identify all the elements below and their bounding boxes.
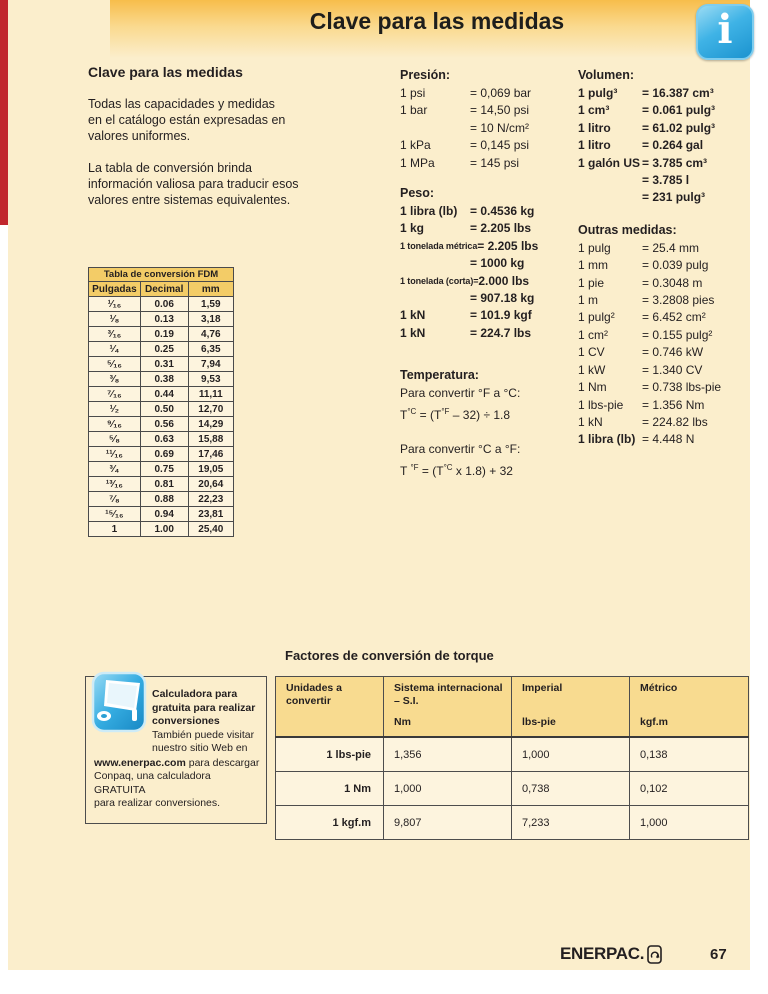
conversion-unit: 1 mm bbox=[578, 258, 608, 273]
conversion-row bbox=[400, 273, 578, 290]
conversion-unit: 1 tonelada (corta)= bbox=[400, 275, 479, 286]
table-cell: 1,59 bbox=[188, 297, 233, 312]
conversion-unit: 1 bar bbox=[400, 103, 428, 118]
table-cell: 17,46 bbox=[188, 447, 233, 462]
conversion-value: = 224.7 lbs bbox=[470, 325, 532, 340]
table-cell: 19,05 bbox=[188, 462, 233, 477]
conversion-value: = 1.356 Nm bbox=[642, 397, 705, 412]
conversion-value: = 1.340 CV bbox=[642, 362, 703, 377]
conversion-unit: 1 kPa bbox=[400, 138, 431, 153]
conversion-value: = 101.9 kgf bbox=[470, 308, 532, 323]
table-cell: 1.00 bbox=[140, 522, 188, 537]
table-cell: 0.19 bbox=[140, 327, 188, 342]
text-line: en el catálogo están expresadas en bbox=[88, 113, 286, 127]
calc-title-line: Calculadora para bbox=[152, 688, 238, 700]
section-heading: Peso: bbox=[400, 186, 435, 201]
table-cell: ¹⁄₈ bbox=[89, 312, 141, 327]
conversion-value: = 16.387 cm³ bbox=[642, 86, 714, 100]
calc-body-line: nuestro sitio Web en bbox=[152, 742, 248, 754]
table-cell: ¹⁄₁₆ bbox=[89, 297, 141, 312]
table-cell: 0,738 bbox=[512, 772, 630, 806]
table-cell: 25,40 bbox=[188, 522, 233, 537]
conversion-unit bbox=[400, 120, 470, 137]
table-cell: 0.94 bbox=[140, 507, 188, 522]
conversion-value: = 3.785 l bbox=[642, 173, 690, 188]
table-row bbox=[89, 522, 234, 537]
conversion-list bbox=[578, 85, 756, 207]
table-row bbox=[89, 342, 234, 357]
conversion-row bbox=[578, 155, 756, 172]
conversion-row bbox=[400, 85, 578, 102]
conversion-value: = 4.448 N bbox=[642, 432, 695, 447]
torque-conversion-table bbox=[275, 676, 749, 840]
text-line: valores entre sistemas equivalentes. bbox=[88, 193, 291, 207]
conversion-row bbox=[400, 203, 578, 220]
column-pressure-weight-temperature bbox=[400, 68, 578, 480]
conversion-value: = 0.061 pulg³ bbox=[642, 103, 716, 118]
conversion-row bbox=[578, 172, 756, 189]
table-cell: ¹⁵⁄₁₆ bbox=[89, 507, 141, 522]
conversion-unit bbox=[578, 172, 642, 189]
temperature-note: Para convertir °F a °C: bbox=[400, 386, 521, 401]
table-cell: 23,81 bbox=[188, 507, 233, 522]
conversion-row bbox=[578, 431, 756, 448]
conversion-row bbox=[578, 414, 756, 431]
calc-body-line: También puede visitar bbox=[152, 728, 255, 741]
fdm-title-row bbox=[89, 268, 234, 282]
conversion-value: = 2.205 lbs bbox=[470, 221, 532, 236]
table-row bbox=[89, 402, 234, 417]
section-heading: Outras medidas: bbox=[578, 222, 677, 237]
conversion-unit: 1 libra (lb) bbox=[578, 432, 636, 447]
table-cell: ¹³⁄₁₆ bbox=[89, 477, 141, 492]
table-cell: 0.56 bbox=[140, 417, 188, 432]
table-row bbox=[89, 372, 234, 387]
conversion-row bbox=[400, 325, 578, 342]
conversion-value: = 6.452 cm² bbox=[642, 310, 706, 325]
conversion-list bbox=[400, 85, 578, 172]
info-icon bbox=[696, 4, 754, 60]
conversion-unit: 1 m bbox=[578, 293, 599, 308]
conversion-row bbox=[400, 137, 578, 154]
table-cell: 0.63 bbox=[140, 432, 188, 447]
conversion-row bbox=[400, 120, 578, 137]
table-row bbox=[276, 737, 749, 772]
table-row bbox=[89, 387, 234, 402]
conversion-unit: 1 litro bbox=[578, 138, 611, 153]
column-volume-other bbox=[578, 68, 756, 449]
conversion-row bbox=[578, 362, 756, 379]
section-volumen bbox=[578, 68, 756, 207]
calculator-info-box bbox=[85, 676, 267, 824]
calc-title-line: gratuita para realizar bbox=[152, 701, 256, 714]
table-row bbox=[89, 297, 234, 312]
intro-heading: Clave para las medidas bbox=[88, 64, 243, 80]
conversion-row bbox=[400, 307, 578, 324]
column-header: Decimal bbox=[140, 282, 188, 297]
conversion-unit: 1 litro bbox=[578, 120, 611, 135]
enerpac-wordmark: ENERPAC. bbox=[560, 944, 645, 963]
torque-header-cell bbox=[630, 677, 749, 738]
conversion-value: = 0.3048 m bbox=[642, 275, 703, 290]
table-row bbox=[89, 492, 234, 507]
conversion-row bbox=[578, 327, 756, 344]
conversion-value: = 0.264 gal bbox=[642, 138, 704, 153]
column-header-title: Imperial bbox=[522, 682, 563, 694]
column-header-unit: kgf.m bbox=[640, 715, 669, 728]
table-row bbox=[89, 447, 234, 462]
column-header-unit: lbs-pie bbox=[522, 715, 556, 728]
table-cell: 0,138 bbox=[630, 737, 749, 772]
fdm-conversion-table bbox=[88, 267, 234, 537]
conversion-unit: 1 kW bbox=[578, 362, 606, 377]
text-line: valores uniformes. bbox=[88, 129, 191, 143]
conversion-value: = 3.785 cm³ bbox=[642, 155, 708, 170]
page-background bbox=[8, 0, 750, 970]
table-row bbox=[89, 462, 234, 477]
section-heading: Volumen: bbox=[578, 68, 635, 82]
conversion-row bbox=[400, 102, 578, 119]
conversion-row bbox=[578, 379, 756, 396]
conversion-list bbox=[400, 203, 578, 342]
info-icon-glyph: i bbox=[717, 5, 733, 53]
conversion-row bbox=[400, 155, 578, 172]
conversion-value: = 61.02 pulg³ bbox=[642, 120, 716, 135]
calculator-text-indented bbox=[152, 688, 262, 756]
table-row bbox=[89, 327, 234, 342]
table-cell: 0.75 bbox=[140, 462, 188, 477]
conversion-row bbox=[578, 257, 756, 274]
table-cell: 1,000 bbox=[384, 772, 512, 806]
table-cell: ³⁄₄ bbox=[89, 462, 141, 477]
table-cell: 0.69 bbox=[140, 447, 188, 462]
enerpac-logo bbox=[560, 944, 662, 964]
torque-header-row bbox=[276, 677, 749, 738]
table-cell: ⁷⁄₁₆ bbox=[89, 387, 141, 402]
conversion-unit: 1 Nm bbox=[578, 380, 607, 395]
conversion-row bbox=[578, 189, 756, 206]
table-cell: 0.50 bbox=[140, 402, 188, 417]
intro-paragraph-2 bbox=[88, 160, 332, 208]
conversion-value: = 10 N/cm² bbox=[470, 120, 530, 135]
table-cell: 4,76 bbox=[188, 327, 233, 342]
temperature-formula: T $^{^\circ F} = (T^{^\circ C}$ x 1.8) + 32 bbox=[400, 462, 513, 478]
column-header-title: Unidades a convertir bbox=[286, 682, 343, 707]
table-cell: 20,64 bbox=[188, 477, 233, 492]
column-header-unit: Nm bbox=[394, 715, 411, 728]
table-row bbox=[89, 417, 234, 432]
table-cell: 14,29 bbox=[188, 417, 233, 432]
calc-body-line: Conpaq, una calculadora GRATUITA bbox=[94, 770, 211, 796]
table-cell: 0.06 bbox=[140, 297, 188, 312]
conversion-unit: 1 lbs-pie bbox=[578, 397, 624, 412]
conversion-unit: 1 pulg² bbox=[578, 310, 615, 325]
enerpac-logo-mark-icon bbox=[647, 945, 662, 964]
calc-title-line: conversiones bbox=[152, 715, 220, 727]
intro-paragraph-1 bbox=[88, 96, 332, 144]
table-cell: 7,94 bbox=[188, 357, 233, 372]
table-cell: 0.13 bbox=[140, 312, 188, 327]
torque-header-cell bbox=[276, 677, 384, 738]
conversion-unit: 1 psi bbox=[400, 86, 426, 100]
conversion-value: = 0,069 bar bbox=[470, 86, 532, 100]
table-cell: ³⁄₁₆ bbox=[89, 327, 141, 342]
table-cell: 15,88 bbox=[188, 432, 233, 447]
section-heading: Temperatura: bbox=[400, 368, 479, 383]
table-row bbox=[89, 432, 234, 447]
calc-body-line: para realizar conversiones. bbox=[94, 797, 221, 809]
table-cell: 0.88 bbox=[140, 492, 188, 507]
table-row bbox=[276, 772, 749, 806]
text-line: información valiosa para traducir esos bbox=[88, 177, 299, 191]
conversion-row bbox=[578, 120, 756, 137]
table-cell: ⁹⁄₁₆ bbox=[89, 417, 141, 432]
conversion-row bbox=[578, 397, 756, 414]
section-temperatura bbox=[400, 368, 578, 480]
conversion-row bbox=[578, 344, 756, 361]
column-header-title: Sistema internacional – S.I. bbox=[394, 682, 503, 707]
table-cell: 6,35 bbox=[188, 342, 233, 357]
conversion-row bbox=[578, 102, 756, 119]
table-cell: ⁵⁄₁₆ bbox=[89, 357, 141, 372]
table-cell: ¹¹⁄₁₆ bbox=[89, 447, 141, 462]
conversion-value: = 145 psi bbox=[470, 155, 520, 170]
conversion-unit: 1 galón US bbox=[578, 155, 641, 170]
table-cell: ⁵⁄₈ bbox=[89, 432, 141, 447]
table-cell: 1,000 bbox=[630, 806, 749, 840]
conversion-unit: 1 kN bbox=[578, 414, 603, 429]
table-cell: 0.81 bbox=[140, 477, 188, 492]
table-cell: 9,807 bbox=[384, 806, 512, 840]
table-cell: ⁷⁄₈ bbox=[89, 492, 141, 507]
conversion-value: = 2.205 lbs bbox=[477, 238, 539, 253]
table-row bbox=[276, 806, 749, 840]
conversion-list bbox=[578, 240, 756, 449]
conversion-value: = 0.039 pulg bbox=[642, 258, 709, 273]
table-cell: 0.25 bbox=[140, 342, 188, 357]
conversion-row bbox=[578, 292, 756, 309]
conversion-value: = 0.746 kW bbox=[642, 345, 704, 360]
page-edge-tab bbox=[0, 0, 8, 225]
conversion-value: = 3.2808 pies bbox=[642, 293, 715, 308]
conversion-unit: 1 kN bbox=[400, 325, 426, 340]
conversion-unit bbox=[400, 290, 470, 307]
conversion-unit: 1 kN bbox=[400, 308, 426, 323]
conversion-row bbox=[400, 220, 578, 237]
section-otras-medidas bbox=[578, 223, 756, 449]
table-cell: 9,53 bbox=[188, 372, 233, 387]
conversion-unit: 1 kg bbox=[400, 221, 425, 236]
conversion-value: = 0,145 psi bbox=[470, 138, 530, 153]
conversion-row bbox=[578, 275, 756, 292]
fdm-header-row bbox=[89, 282, 234, 297]
conversion-unit: 1 cm³ bbox=[578, 103, 610, 118]
torque-row-unit: 1 Nm bbox=[276, 772, 384, 806]
conversion-row bbox=[578, 85, 756, 102]
conversion-value: = 14,50 psi bbox=[470, 103, 530, 118]
section-heading: Presión: bbox=[400, 68, 451, 82]
temperature-note: Para convertir °C a °F: bbox=[400, 442, 521, 457]
table-row bbox=[89, 507, 234, 522]
table-cell: 7,233 bbox=[512, 806, 630, 840]
conversion-unit: 1 pulg bbox=[578, 240, 611, 255]
calculator-icon bbox=[91, 671, 147, 733]
conversion-unit: 1 MPa bbox=[400, 155, 435, 170]
table-cell: 0,102 bbox=[630, 772, 749, 806]
torque-row-unit: 1 lbs-pie bbox=[276, 737, 384, 772]
conversion-value: = 907.18 kg bbox=[470, 291, 535, 306]
text-line: Todas las capacidades y medidas bbox=[88, 97, 275, 111]
table-cell: 0.31 bbox=[140, 357, 188, 372]
column-header-title: Métrico bbox=[640, 682, 678, 694]
temperature-formula: $T^{^\circ C} = (T^{^\circ F} - 32) \div 1.8$ bbox=[400, 406, 511, 422]
fdm-table-title: Tabla de conversión FDM bbox=[89, 268, 234, 282]
conversion-value: = 0.738 lbs-pie bbox=[642, 380, 722, 395]
conversion-value: 2.000 lbs bbox=[478, 273, 530, 288]
conversion-unit: 1 cm² bbox=[578, 327, 608, 342]
torque-header-cell bbox=[384, 677, 512, 738]
text-line: La tabla de conversión brinda bbox=[88, 161, 253, 175]
conversion-unit bbox=[578, 189, 642, 206]
torque-row-unit: 1 kgf.m bbox=[276, 806, 384, 840]
conversion-value: = 0.4536 kg bbox=[470, 204, 535, 219]
intro-column bbox=[88, 64, 332, 224]
conversion-row bbox=[400, 255, 578, 272]
conversion-row bbox=[400, 290, 578, 307]
table-cell: 1,356 bbox=[384, 737, 512, 772]
torque-header-cell bbox=[512, 677, 630, 738]
column-header: Pulgadas bbox=[89, 282, 141, 297]
section-presion bbox=[400, 68, 578, 172]
header-band bbox=[110, 0, 750, 58]
page-title: Clave para las medidas bbox=[309, 8, 565, 34]
conversion-unit: 1 tonelada métrica bbox=[400, 240, 478, 251]
table-cell: 0.44 bbox=[140, 387, 188, 402]
conversion-row bbox=[578, 240, 756, 257]
table-cell: ¹⁄₂ bbox=[89, 402, 141, 417]
table-cell: 22,23 bbox=[188, 492, 233, 507]
table-cell: 12,70 bbox=[188, 402, 233, 417]
conversion-value: = 0.155 pulg² bbox=[642, 327, 713, 342]
conversion-unit: 1 CV bbox=[578, 345, 605, 360]
torque-section-title: Factores de conversión de torque bbox=[285, 648, 494, 663]
conversion-unit: 1 pulg³ bbox=[578, 86, 618, 100]
table-cell: ³⁄₈ bbox=[89, 372, 141, 387]
conversion-unit bbox=[400, 255, 470, 272]
table-cell: 0.38 bbox=[140, 372, 188, 387]
table-row bbox=[89, 312, 234, 327]
table-cell: 1,000 bbox=[512, 737, 630, 772]
calculator-text-full bbox=[94, 757, 262, 811]
table-cell: ¹⁄₄ bbox=[89, 342, 141, 357]
section-peso bbox=[400, 186, 578, 342]
conversion-value: = 224.82 lbs bbox=[642, 414, 708, 429]
calc-body-line: www.enerpac.com para descargar bbox=[94, 756, 260, 769]
conversion-unit: 1 pie bbox=[578, 275, 605, 290]
table-row bbox=[89, 477, 234, 492]
table-cell: 3,18 bbox=[188, 312, 233, 327]
column-header: mm bbox=[188, 282, 233, 297]
table-row bbox=[89, 357, 234, 372]
conversion-value: = 1000 kg bbox=[470, 256, 525, 271]
conversion-row bbox=[578, 309, 756, 326]
conversion-row bbox=[400, 238, 578, 255]
table-cell: 1 bbox=[89, 522, 141, 537]
conversion-value: = 25.4 mm bbox=[642, 240, 700, 255]
conversion-row bbox=[578, 137, 756, 154]
page-number: 67 bbox=[710, 946, 727, 963]
enerpac-url: www.enerpac.com bbox=[94, 756, 186, 769]
table-cell: 11,11 bbox=[188, 387, 233, 402]
conversion-unit: 1 libra (lb) bbox=[400, 204, 458, 219]
conversion-value: = 231 pulg³ bbox=[642, 190, 706, 205]
